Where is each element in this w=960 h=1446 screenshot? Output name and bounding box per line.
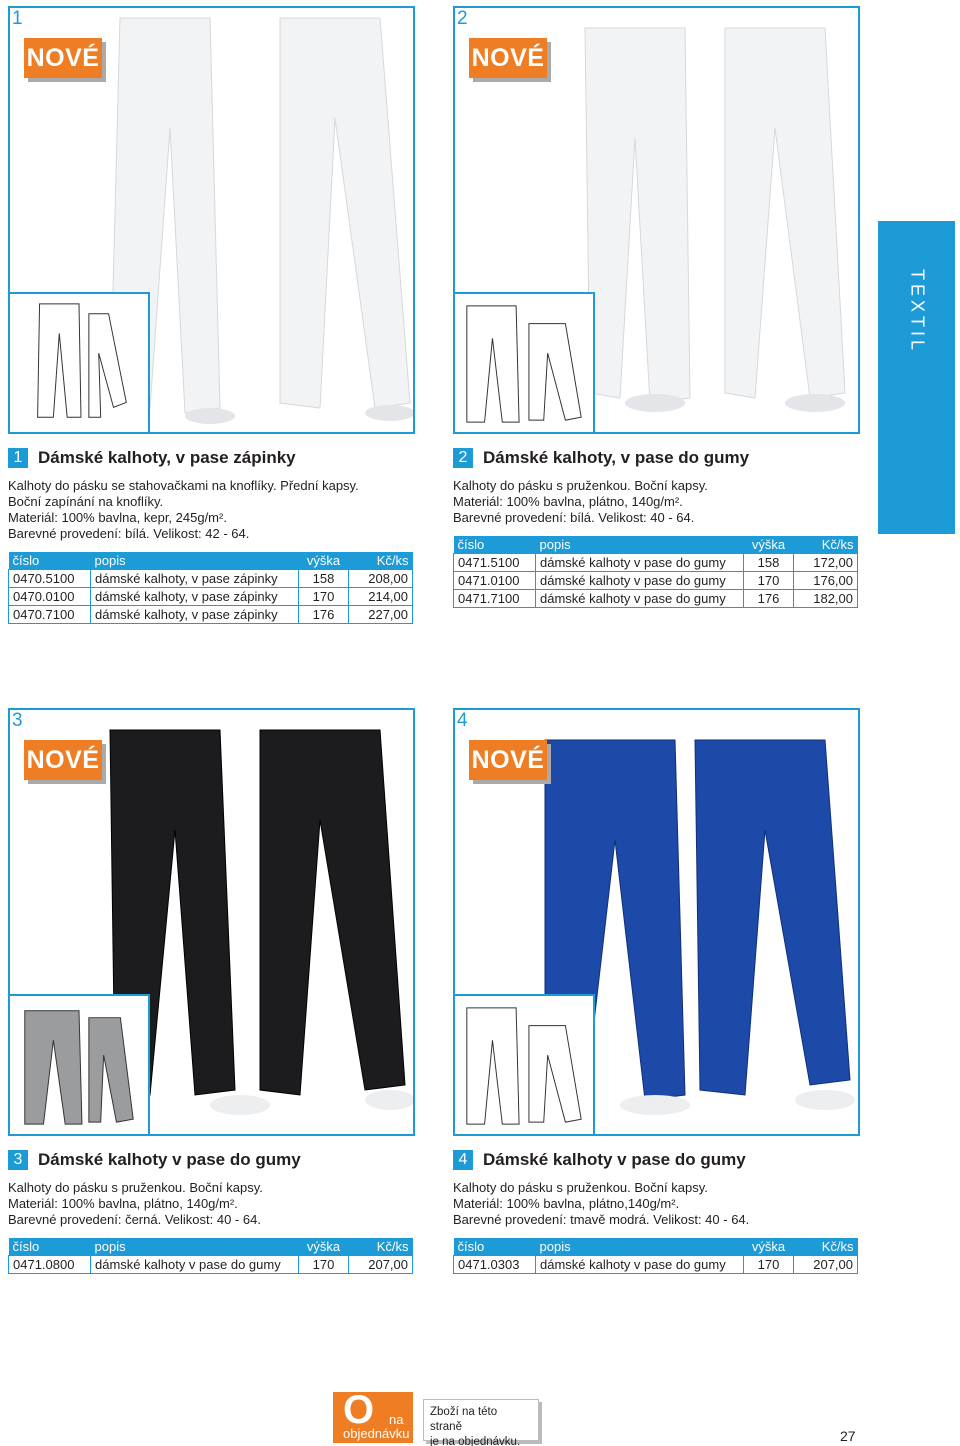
new-badge: NOVÉ bbox=[469, 38, 547, 78]
desc-line: Materiál: 100% bavlna, plátno, 140g/m². bbox=[453, 494, 683, 509]
desc-line: Materiál: 100% bavlna, plátno, 140g/m². bbox=[8, 1196, 238, 1211]
section-tab-textil bbox=[878, 221, 955, 534]
title-number-badge: 1 bbox=[8, 448, 28, 468]
product-description bbox=[453, 478, 860, 526]
product-number: 1 bbox=[10, 8, 32, 30]
order-legend bbox=[333, 1388, 539, 1446]
legend-obj: objednávku bbox=[343, 1426, 410, 1441]
desc-line: Barevné provedení: bílá. Velikost: 42 - 64. bbox=[8, 526, 250, 541]
spec-table bbox=[453, 1238, 858, 1274]
product-4 bbox=[453, 708, 860, 1274]
trousers-sketch bbox=[455, 996, 593, 1134]
technical-drawing-inset bbox=[453, 292, 595, 434]
new-badge: NOVÉ bbox=[469, 740, 547, 780]
table-row: 0471.0303 dámské kalhoty v pase do gumy 170 207,00 bbox=[454, 1255, 858, 1273]
technical-drawing-inset bbox=[8, 994, 150, 1136]
col-cena: Kč/ks bbox=[349, 552, 413, 569]
legend-text-box bbox=[423, 1399, 539, 1446]
trousers-sketch bbox=[10, 996, 148, 1134]
trousers-sketch bbox=[455, 294, 593, 432]
col-vyska: výška bbox=[744, 536, 794, 553]
desc-line: Boční zapínání na knoflíky. bbox=[8, 494, 164, 509]
product-2 bbox=[453, 6, 860, 608]
desc-line: Barevné provedení: černá. Velikost: 40 - 64. bbox=[8, 1212, 261, 1227]
product-title: Dámské kalhoty, v pase zápinky bbox=[38, 448, 296, 467]
product-photo-frame bbox=[453, 708, 860, 1136]
legend-text-1: Zboží na této straně bbox=[430, 1406, 498, 1433]
desc-line: Kalhoty do pásku s pruženkou. Boční kapsy. bbox=[453, 478, 708, 493]
desc-line: Barevné provedení: tmavě modrá. Velikost: 40 - 64. bbox=[453, 1212, 750, 1227]
technical-drawing-inset bbox=[453, 994, 595, 1136]
spec-table bbox=[8, 1238, 413, 1274]
new-badge: NOVÉ bbox=[24, 740, 102, 780]
page-number: 27 bbox=[840, 1428, 856, 1444]
legend-na: na bbox=[389, 1412, 404, 1427]
trousers-sketch bbox=[10, 294, 148, 432]
desc-line: Barevné provedení: bílá. Velikost: 40 - 64. bbox=[453, 510, 695, 525]
table-row: 0470.5100 dámské kalhoty, v pase zápinky 158 208,00 bbox=[9, 569, 413, 587]
legend-text-2: je na objednávku. bbox=[430, 1436, 521, 1446]
product-description bbox=[8, 1180, 415, 1228]
new-badge: NOVÉ bbox=[24, 38, 102, 78]
table-row: 0471.5100 dámské kalhoty v pase do gumy 158 172,00 bbox=[454, 553, 858, 571]
legend-letter: O bbox=[343, 1388, 375, 1432]
product-3 bbox=[8, 708, 415, 1274]
col-vyska: výška bbox=[299, 552, 349, 569]
col-popis: popis bbox=[536, 536, 744, 553]
table-row: 0471.0100 dámské kalhoty v pase do gumy 170 176,00 bbox=[454, 571, 858, 589]
table-row: 0470.0100 dámské kalhoty, v pase zápinky 170 214,00 bbox=[9, 587, 413, 605]
desc-line: Materiál: 100% bavlna, plátno,140g/m². bbox=[453, 1196, 680, 1211]
product-number: 2 bbox=[455, 8, 477, 30]
table-row: 0471.0800 dámské kalhoty v pase do gumy 170 207,00 bbox=[9, 1255, 413, 1273]
desc-line: Kalhoty do pásku se stahovačkami na knoflíky. Přední kapsy. bbox=[8, 478, 359, 493]
desc-line: Kalhoty do pásku s pruženkou. Boční kapsy. bbox=[453, 1180, 708, 1195]
title-number-badge: 4 bbox=[453, 1150, 473, 1170]
col-cislo: číslo bbox=[454, 1238, 536, 1255]
spec-table bbox=[8, 552, 413, 624]
table-row: 0470.7100 dámské kalhoty, v pase zápinky 176 227,00 bbox=[9, 605, 413, 623]
product-number: 4 bbox=[455, 710, 477, 732]
product-title: Dámské kalhoty, v pase do gumy bbox=[483, 448, 750, 467]
col-vyska: výška bbox=[744, 1238, 794, 1255]
title-number-badge: 3 bbox=[8, 1150, 28, 1170]
desc-line: Kalhoty do pásku s pruženkou. Boční kapsy. bbox=[8, 1180, 263, 1195]
col-cislo: číslo bbox=[454, 536, 536, 553]
desc-line: Materiál: 100% bavlna, kepr, 245g/m². bbox=[8, 510, 227, 525]
col-cislo: číslo bbox=[9, 1238, 91, 1255]
table-row: 0471.7100 dámské kalhoty v pase do gumy 176 182,00 bbox=[454, 589, 858, 607]
col-popis: popis bbox=[536, 1238, 744, 1255]
product-description bbox=[453, 1180, 860, 1228]
product-1 bbox=[8, 6, 415, 624]
col-popis: popis bbox=[91, 552, 299, 569]
product-description bbox=[8, 478, 415, 542]
col-cena: Kč/ks bbox=[794, 1238, 858, 1255]
product-photo-frame bbox=[8, 708, 415, 1136]
technical-drawing-inset bbox=[8, 292, 150, 434]
title-number-badge: 2 bbox=[453, 448, 473, 468]
product-title: Dámské kalhoty v pase do gumy bbox=[483, 1150, 746, 1169]
on-order-icon bbox=[333, 1388, 413, 1443]
product-title: Dámské kalhoty v pase do gumy bbox=[38, 1150, 301, 1169]
product-photo-frame bbox=[453, 6, 860, 434]
col-popis: popis bbox=[91, 1238, 299, 1255]
product-photo-frame bbox=[8, 6, 415, 434]
col-vyska: výška bbox=[299, 1238, 349, 1255]
col-cena: Kč/ks bbox=[349, 1238, 413, 1255]
col-cislo: číslo bbox=[9, 552, 91, 569]
col-cena: Kč/ks bbox=[794, 536, 858, 553]
spec-table bbox=[453, 536, 858, 608]
product-number: 3 bbox=[10, 710, 32, 732]
section-tab-label: TEXTIL bbox=[907, 268, 927, 354]
